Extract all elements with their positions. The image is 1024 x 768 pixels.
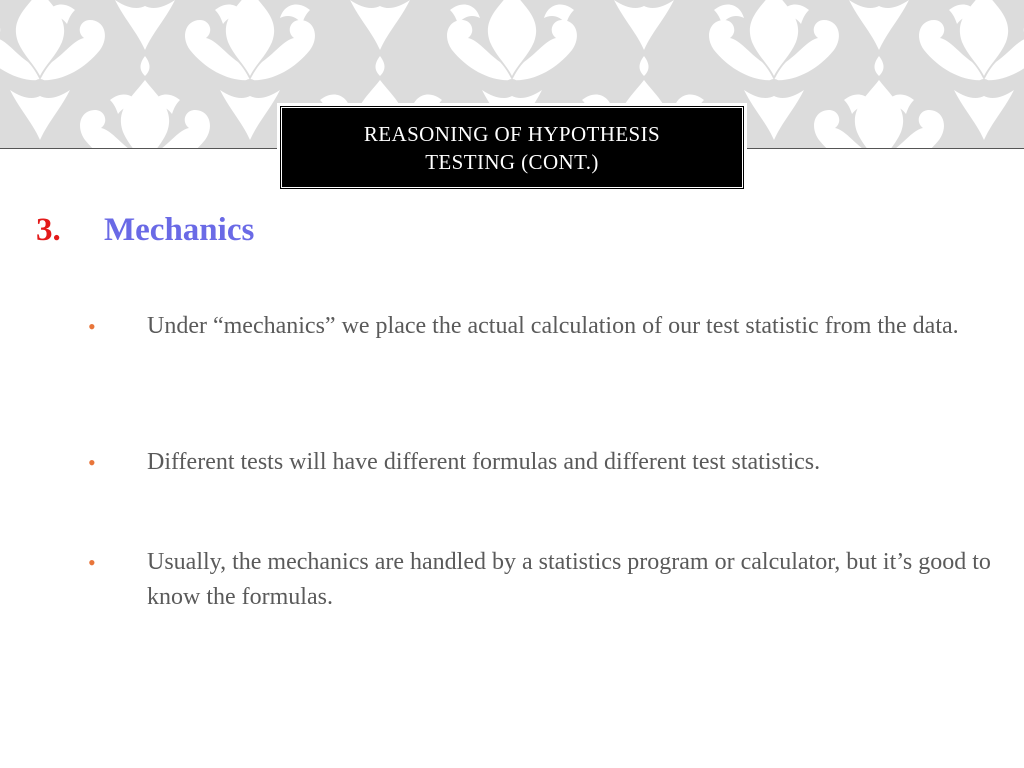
bullet-item xyxy=(88,309,1017,344)
bullet-item xyxy=(88,545,1017,615)
title-box xyxy=(277,103,747,192)
bullet-text: Different tests will have different formulas and different test statistics. xyxy=(147,449,821,475)
slide-title: REASONING OF HYPOTHESIS TESTING (CONT.) xyxy=(363,121,661,174)
bullet-marker: • xyxy=(88,450,96,475)
bullet-marker: • xyxy=(88,550,96,575)
heading-label: Mechanics xyxy=(104,212,255,248)
section-heading xyxy=(36,208,254,252)
bullet-text: Usually, the mechanics are handled by a statistics program or calculator, but it’s good to know the formulas. xyxy=(147,549,991,610)
heading-number: 3. xyxy=(36,212,61,248)
bullet-item xyxy=(88,445,1017,480)
title-frame xyxy=(280,106,744,189)
bullet-text: Under “mechanics” we place the actual calculation of our test statistic from the data. xyxy=(147,313,959,339)
bullet-marker: • xyxy=(88,314,96,339)
